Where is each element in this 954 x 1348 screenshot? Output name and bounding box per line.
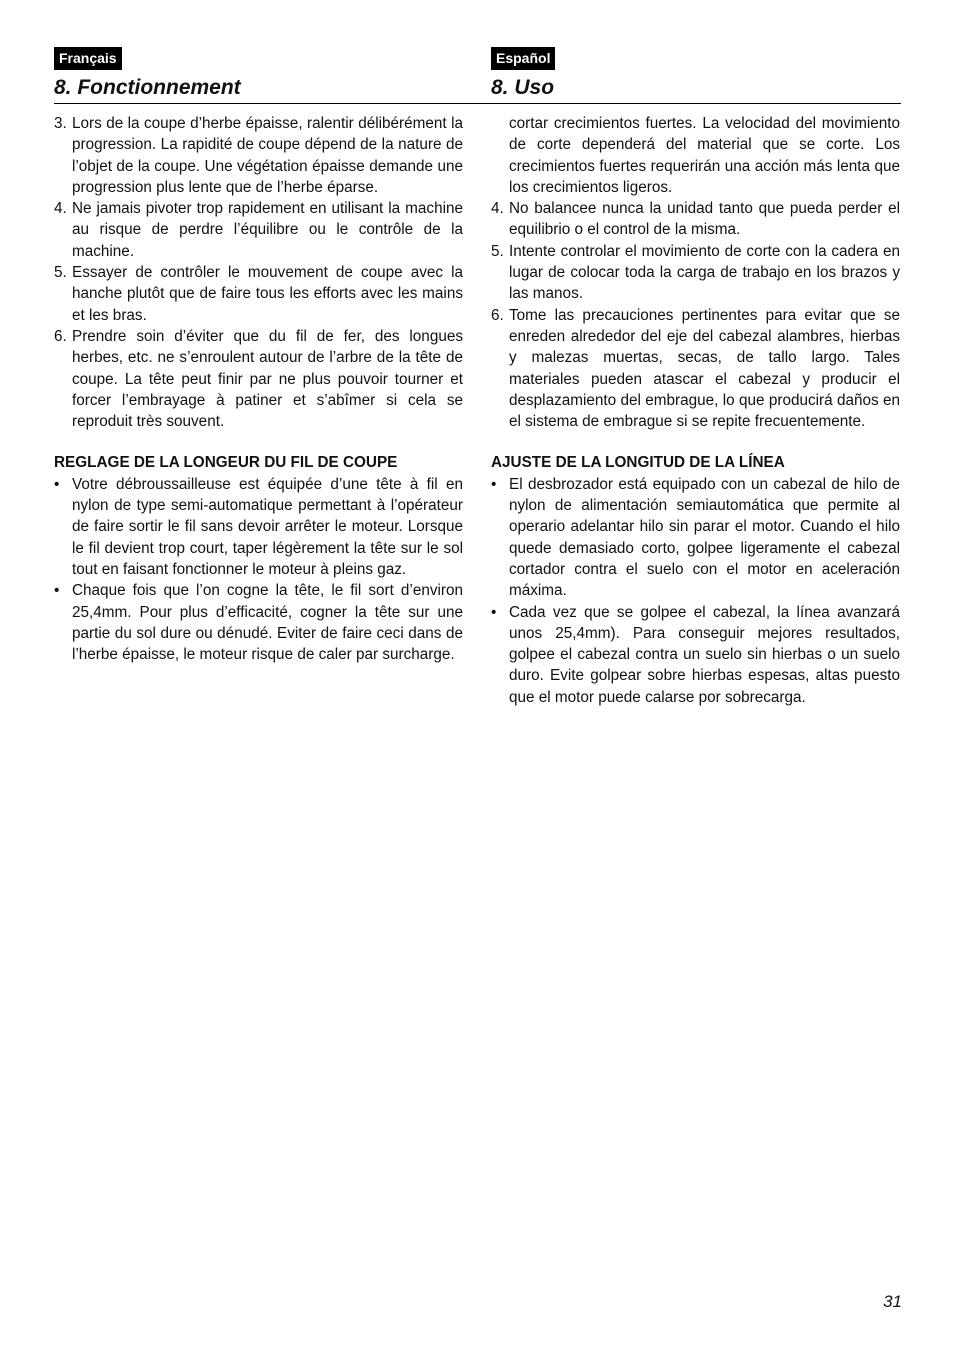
- list-item: 5. Essayer de contrôler le mouvement de coupe avec la hanche plutôt que de faire tous les efforts avec les mains et les bras.: [54, 264, 463, 324]
- section-title-spanish: 8. Uso: [491, 76, 555, 99]
- language-tag-french: Français: [54, 47, 122, 70]
- header-rule: [54, 103, 901, 104]
- french-numbered-list: [54, 113, 463, 432]
- french-bullet-list: [54, 474, 463, 666]
- continued-paragraph: cortar crecimientos fuertes. La velocidad del movimiento de corte dependerá del material que se corte. Los crecimientos fuertes requerirán una acción más lenta que los crecimientos ligeros.: [509, 115, 900, 196]
- french-content: [54, 113, 463, 665]
- spanish-numbered-list: [491, 198, 900, 432]
- subsection-heading-french: REGLAGE DE LA LONGEUR DU FIL DE COUPE: [54, 454, 398, 472]
- list-item: 6. Prendre soin d’éviter que du fil de fer, des longues herbes, etc. ne s’enroulent autour de l’arbre de la tête de coupe. La tête peut finir par ne plus pouvoir tourner et forcer l’embrayage à patiner et s’abîmer si cela se reproduit très souvent.: [54, 327, 463, 431]
- list-item: • Chaque fois que l’on cogne la tête, le fil sort d’environ 25,4mm. Pour plus d’efficacité, cogner la tête sur une partie du sol dure ou dénudé. Eviter de faire ceci dans de l’herbe épaisse, le moteur risque de caler par surcharge.: [54, 582, 463, 664]
- list-item: 6. Tome las precauciones pertinentes para evitar que se enreden alrededor del eje del cabezal alambres, hierbas y malezas muertas, secas, de tallo largo. Tales materiales pueden atascar el cabezal y producir el desplazamiento del embrague, lo que producirá daños en el sistema de embrague si se repite frecuentemente.: [491, 306, 900, 431]
- french-column-header: [54, 47, 463, 102]
- list-item: • Cada vez que se golpee el cabezal, la línea avanzará unos 25,4mm). Para conseguir mejores resultados, golpee el cabezal contra un suelo sin hierbas o un suelo duro. Evite golpear sobre hierbas espesas, altas puesto que el motor puede calarse por sobrecarga.: [491, 603, 900, 706]
- section-title-french: 8. Fonctionnement: [54, 76, 241, 99]
- list-item: • Votre débroussailleuse est équipée d’une tête à fil en nylon de type semi-automatique permettant à l’opérateur de faire sortir le fil sans devoir arrêter le moteur. Lorsque le fil devient trop court, taper légèrement la tête sur le sol tout en faisant fonctionner le moteur à pleins gaz.: [54, 475, 463, 578]
- list-item: 4. No balancee nunca la unidad tanto que pueda perder el equilibrio o el control de la misma.: [491, 200, 900, 239]
- page-number: 31: [883, 1292, 902, 1311]
- list-item: 5. Intente controlar el movimiento de corte con la cadera en lugar de colocar toda la carga de trabajo en los brazos y las manos.: [491, 242, 900, 303]
- list-item: • El desbrozador está equipado con un cabezal de hilo de nylon de alimentación semiautomática que permite al operario adelantar hilo sin parar el motor. Cuando el hilo quede demasiado corto, golpee ligeramente el cabezal cortador contra el suelo con el motor en aceleración máxima.: [491, 475, 900, 600]
- subsection-heading-spanish: AJUSTE DE LA LONGITUD DE LA LÍNEA: [491, 454, 785, 472]
- list-item: 3. Lors de la coupe d’herbe épaisse, ralentir délibérément la progression. La rapidité de coupe dépend de la nature de l’objet de la coupe. Une végétation épaisse demande une progression plus lente que de l’herbe éparse.: [54, 115, 463, 196]
- spanish-content: [491, 113, 900, 708]
- spanish-column-header: [491, 47, 900, 102]
- spanish-bullet-list: [491, 474, 900, 708]
- list-item: 4. Ne jamais pivoter trop rapidement en utilisant la machine au risque de perdre l’équilibre ou le contrôle de la machine.: [54, 200, 463, 260]
- language-tag-spanish: Español: [491, 47, 555, 70]
